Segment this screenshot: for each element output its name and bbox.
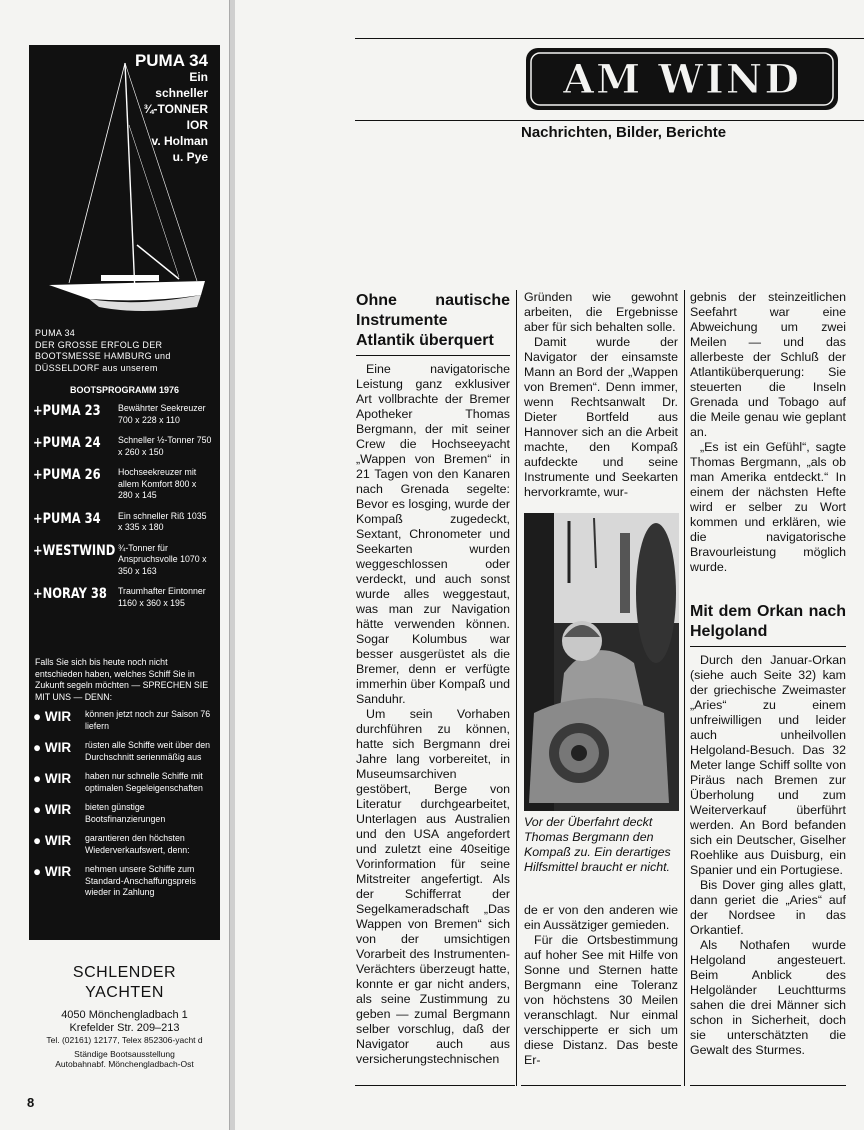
section-subtitle: Nachrichten, Bilder, Berichte bbox=[521, 124, 727, 141]
wir-bullet: ● WIR bbox=[33, 709, 72, 724]
bergmann-compass-photo bbox=[524, 513, 679, 811]
ad-headline-line: ¾-TONNER bbox=[143, 102, 208, 116]
dealer-city: 4050 Mönchengladbach 1 bbox=[61, 1009, 188, 1021]
dealer-box bbox=[34, 950, 215, 1069]
wir-item bbox=[33, 833, 218, 856]
article1-paragraph: de er von den anderen wie ein Aussätziger gemieden. bbox=[524, 903, 678, 932]
model-desc: Traumhafter Eintonner 1160 x 360 x 195 bbox=[118, 586, 206, 608]
wir-label: WIR bbox=[44, 833, 72, 848]
model-item bbox=[33, 403, 218, 426]
wir-item bbox=[33, 740, 218, 763]
dealer-expo bbox=[34, 1049, 215, 1070]
article1-paragraph: „Es ist ein Gefühl“, sagte Thomas Bergmann, „als ob man Amerika entdeckt.“ In einem der nächsten Hefte wird er selber zu Wort kommen und erklären, wie die navigatorische Bravourleistung möglich wurde. bbox=[690, 440, 846, 574]
model-desc: ¾-Tonner für Anspruchsvolle 1070 x 350 x 163 bbox=[118, 542, 207, 576]
wir-label: WIR bbox=[44, 771, 72, 786]
article2-headline: Mit dem Orkan nach Helgoland bbox=[690, 602, 846, 647]
ad-headline bbox=[135, 53, 208, 165]
model-name: +PUMA 26 bbox=[33, 467, 101, 483]
model-name: +PUMA 23 bbox=[33, 403, 101, 419]
article1-paragraph: Um sein Vorhaben durchführen zu können, hatte sich Bergmann drei Jahre lang vorbereitet, in Museumsarchiven gestöbert, Berge von Literatur durchgearbeitet, Unterlagen aus Australien und den USA angefordert und zuletzt eine 40seitige Vorinformation für seine Mitstreiter angefertigt. Als der Schifferrat der Segelkameradschaft „Das Wappen von Bremen“ sich von der umsichtigen Vorarbeit des Instrumenten-Verächters überzeugt hatte, konnte er gar nicht anders, als seine Zustimmung zu geben — zumal Bergmann selber vorschlug, daß der Navigator auch aus versicherungstechnischen bbox=[356, 707, 510, 1066]
wir-item bbox=[33, 802, 218, 825]
puma-advertisement bbox=[29, 45, 220, 1069]
article-column-3 bbox=[690, 290, 846, 575]
photo-caption: Vor der Überfahrt deckt Thomas Bergmann den Kompaß zu. Ein derartiges Hilfsmittel braucht er nicht. bbox=[524, 815, 671, 874]
article2-paragraph: Bis Dover ging alles glatt, dann geriet die „Aries“ auf der Nordsee in das Orkantief. bbox=[690, 878, 846, 937]
wir-text: nehmen unsere Schiffe zum Standard-Anschaffungspreis wieder in Zahlung bbox=[85, 864, 196, 897]
wir-item bbox=[33, 864, 218, 899]
dealer-phone: Tel. (02161) 12177, Telex 852306-yacht d bbox=[46, 1035, 203, 1045]
wir-text: können jetzt noch zur Saison 76 liefern bbox=[85, 709, 211, 731]
article2-paragraph: Durch den Januar-Orkan (siehe auch Seite 32) kam der griechische Zweimaster „Aries“ zu einem unfreiwilligen und leider auch unheilvollen Helgoland-Besuch. Das 32 Meter lange Schiff sollte von Piräus nach Bremen zur Überholung und zum Weiterverkauf überführt werden. An Bord befanden sich ein Deutscher, Giselher Roehlike aus Duisburg, ein Spanier und ein Portugiese. bbox=[690, 653, 846, 877]
column-divider bbox=[684, 290, 685, 1086]
ad-title: PUMA 34 bbox=[134, 51, 208, 70]
article1-paragraph: Für die Ortsbestimmung auf hoher See mit Hilfe von Sonne und Sternen hatte Bergmann eine Toleranz von höchstens 30 Meilen veranschlagt. Nur einmal verschipperte er sich um diese Distanz. Das beste Er- bbox=[524, 933, 678, 1067]
ad-headline-line: v. Holman bbox=[151, 134, 208, 148]
am-wind-section-logo bbox=[524, 45, 840, 113]
article-column-2-continued bbox=[524, 903, 678, 1068]
article1-paragraph: gebnis der steinzeitlichen Seefahrt war eine Abweichung um zwei Meilen — und das allerbeste der Schluß der Atlantiküberquerung: Sie steuerten die Inseln Grenada und Tobago auf die Meile genau wie geplant an. bbox=[690, 290, 846, 439]
wir-text: bieten günstige Bootsfinanzierungen bbox=[85, 802, 166, 824]
model-desc: Ein schneller Riß 1035 x 335 x 180 bbox=[118, 510, 207, 532]
ad-headline-line: IOR bbox=[186, 118, 208, 132]
wir-list bbox=[33, 709, 218, 907]
header-rule bbox=[355, 120, 864, 121]
model-name: +PUMA 24 bbox=[33, 435, 101, 451]
article1-headline: Ohne nautische Instrumente Atlantik überquert bbox=[356, 291, 510, 356]
page-number: 8 bbox=[27, 1095, 35, 1110]
article-column-2 bbox=[524, 290, 678, 500]
model-desc: Bewährter Seekreuzer 700 x 228 x 110 bbox=[118, 403, 206, 425]
column-bottom-rule bbox=[355, 1085, 515, 1086]
wir-bullet: ● WIR bbox=[33, 833, 72, 848]
ad-headline-line: schneller bbox=[155, 86, 208, 100]
wir-item bbox=[33, 709, 218, 732]
ad-intro: PUMA 34 DER GROSSE ERFOLG DER BOOTSMESSE HAMBURG und DÜSSELDORF aus unserem bbox=[35, 328, 171, 373]
dealer-name-line: YACHTEN bbox=[85, 984, 164, 1001]
dealer-name bbox=[34, 963, 215, 1003]
article1-paragraph: Gründen wie gewohnt arbeiten, die Ergebnisse aber für sich behalten solle. bbox=[524, 290, 678, 334]
page-gutter bbox=[229, 0, 235, 1130]
wir-text: haben nur schnelle Schiffe mit optimalen Segeleigenschaften bbox=[85, 771, 203, 793]
wir-bullet: ● WIR bbox=[33, 740, 72, 755]
dealer-expo-line: Ständige Bootsausstellung bbox=[74, 1048, 175, 1059]
article1-paragraph: Eine navigatorische Leistung ganz exklusiver Art vollbrachte der Bremer Apotheker Thomas Bergmann, der mit seiner Crew die Hochseeyacht „Wappen von Bremen“ in 21 Tagen von den Kanaren nach Grenada segelte: Bevor es losging, wurde der Kompaß zugedeckt, Sextant, Chronometer und Seekarten wurden weggeschlossen oder verdeckt, und auch sonst wurde alles weggestaut, was man zur Navigation hätte verwenden können. Sogar Kolumbus war besser ausgerüstet als die Bremer, denn er verfügte immerhin über Kompaß und Sanduhr. bbox=[356, 362, 510, 706]
wir-item bbox=[33, 771, 218, 794]
logo-text: AM WIND bbox=[562, 56, 802, 103]
program-title: BOOTSPROGRAMM 1976 bbox=[69, 385, 180, 395]
dealer-name-line: SCHLENDER bbox=[72, 964, 177, 981]
dealer-address bbox=[34, 1009, 215, 1035]
ad-headline-line: u. Pye bbox=[172, 150, 208, 164]
model-item bbox=[33, 543, 218, 578]
model-name: +NORAY 38 bbox=[33, 586, 107, 602]
wir-label: WIR bbox=[44, 864, 72, 879]
model-item bbox=[33, 435, 218, 458]
dealer-street: Krefelder Str. 209–213 bbox=[69, 1022, 180, 1034]
wir-bullet: ● WIR bbox=[33, 864, 72, 879]
model-desc: Hochseekreuzer mit allem Komfort 800 x 280 x 145 bbox=[118, 467, 197, 500]
column-bottom-rule bbox=[690, 1085, 846, 1086]
article2 bbox=[690, 602, 846, 1058]
article-column-1 bbox=[356, 291, 510, 1067]
ad-headline-line: Ein bbox=[189, 70, 208, 84]
ad-call-to-action: Falls Sie sich bis heute noch nicht entschieden haben, welches Schiff Sie in Zukunft segeln möchten — SPRECHEN SIE MIT UNS — DENN: bbox=[35, 657, 209, 702]
column-bottom-rule bbox=[521, 1085, 681, 1086]
wir-text: rüsten alle Schiffe weit über den Durchschnitt serienmäßig aus bbox=[85, 740, 211, 762]
wir-bullet: ● WIR bbox=[33, 771, 72, 786]
wir-bullet: ● WIR bbox=[33, 802, 72, 817]
article1-paragraph: Damit wurde der Navigator der einsamste Mann an Bord der „Wappen von Bremen“. Denn immer, wenn Rechtsanwalt Dr. Dieter Bortfeld aus Hannover sich an die Arbeit machte, den Kompaß aufdeckte und seine Instrumente und Seekarten hervorkramte, wur- bbox=[524, 335, 678, 499]
model-list bbox=[33, 403, 218, 618]
model-item bbox=[33, 586, 218, 609]
model-item bbox=[33, 511, 218, 534]
model-name: +PUMA 34 bbox=[33, 510, 101, 527]
column-divider bbox=[516, 290, 517, 1086]
model-item bbox=[33, 467, 218, 502]
dealer-expo-line: Autobahnabf. Mönchengladbach-Ost bbox=[55, 1059, 194, 1069]
article2-paragraph: Als Nothafen wurde Helgoland angesteuert. Beim Anblick des Helgoländer Leuchtturms sahen die drei Männer sich schon in Sicherheit, doch sie unterschätzten die Gewalt des Sturmes. bbox=[690, 938, 846, 1057]
model-desc: Schneller ½-Tonner 750 x 260 x 150 bbox=[118, 435, 212, 457]
wir-label: WIR bbox=[44, 740, 72, 755]
wir-label: WIR bbox=[44, 709, 72, 724]
wir-label: WIR bbox=[44, 802, 72, 817]
header-rule bbox=[355, 38, 864, 39]
model-name: +WESTWIND bbox=[33, 542, 116, 559]
wir-text: garantieren den höchsten Wiederverkaufswert, denn: bbox=[85, 833, 190, 855]
